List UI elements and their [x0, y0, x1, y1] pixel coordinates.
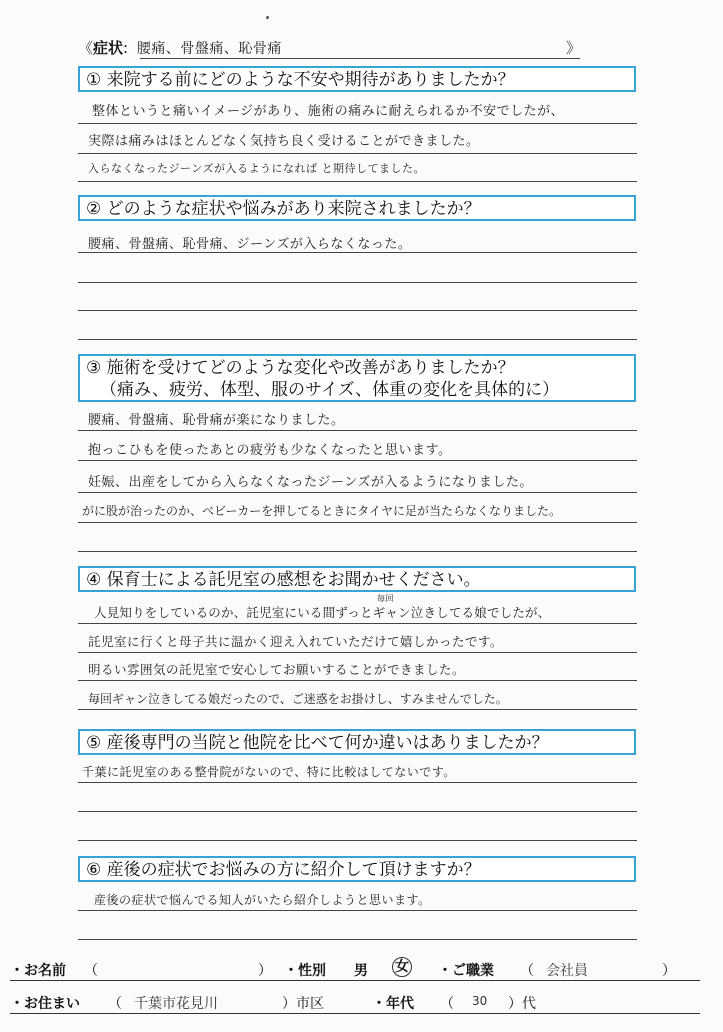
answer-3-line-1: 腰痛、骨盤痛、恥骨痛が楽になりました。 [88, 413, 345, 428]
answer-5-line-1: 千葉に託児室のある整骨院がないので、特に比較はしてないです。 [82, 765, 456, 779]
address-close-suffix: ）市区 [282, 996, 324, 1012]
question-4-text: ④ 保育士による託児室の感想をお聞かせください。 [86, 570, 481, 590]
answer-3-line-3: 妊娠、出産をしてから入らなくなったジーンズが入るようになりました。 [88, 475, 533, 490]
gender-female-circled [392, 957, 412, 977]
answer-rule [78, 811, 637, 812]
answer-rule [78, 939, 637, 940]
name-open-paren: （ [84, 963, 98, 979]
question-2-text: ② どのような症状や悩みがあり来院されましたか？ [86, 199, 481, 219]
question-3-box [78, 354, 636, 402]
question-3-subtext: （痛み、疲労、体型、服のサイズ、体重の変化を具体的に） [100, 380, 560, 400]
answer-rule [78, 840, 637, 841]
symptom-header [78, 37, 282, 58]
answer-6-line-1: 産後の症状で悩んでる知人がいたら紹介しようと思います。 [94, 893, 431, 907]
answer-1-line-2: 実際は痛みはほとんどなく気持ち良く受けることができました。 [88, 134, 480, 149]
footer-rule-2 [10, 1013, 700, 1014]
answer-rule [78, 492, 637, 493]
question-5-box [78, 729, 636, 755]
answer-rule [78, 522, 637, 523]
answer-3-line-2: 抱っこひもを使ったあとの疲労も少なくなったと思います。 [88, 443, 452, 458]
job-value: 会社員 [546, 963, 588, 979]
answer-rule [78, 310, 637, 311]
answer-rule [78, 551, 637, 552]
age-close-suffix: ）代 [508, 996, 536, 1012]
header-close-bracket: 》 [566, 39, 582, 57]
answer-rule [78, 252, 637, 253]
question-3-text: ③ 施術を受けてどのような変化や改善がありましたか？ [86, 358, 515, 378]
age-value: 30 [472, 994, 488, 1008]
job-open-paren: （ [520, 963, 534, 979]
scan-dot [266, 16, 269, 19]
answer-1-line-1: 整体というと痛いイメージがあり、施術の痛みに耐えられるか不安でしたが、 [92, 104, 565, 119]
question-2-box [78, 195, 636, 221]
answer-3-line-4: がに股が治ったのか、ベビーカーを押してるときにタイヤに足が当たらなくなりました。 [82, 504, 562, 518]
answer-rule [78, 181, 637, 182]
answer-rule [78, 123, 637, 124]
answer-4-line-4: 毎回ギャン泣きしてる娘だったので、ご迷惑をお掛けし、すみませんでした。 [88, 692, 508, 706]
answer-rule [78, 680, 637, 681]
answer-rule [78, 430, 637, 431]
address-label: ・お住まい [10, 996, 80, 1012]
question-6-text: ⑥ 産後の症状でお悩みの方に紹介して頂けますか？ [86, 860, 481, 880]
answer-rule [78, 153, 637, 154]
header-symptom-value: 腰痛、骨盤痛、恥骨痛 [136, 41, 282, 57]
answer-rule [78, 623, 637, 624]
answer-4-line-3: 明るい雰囲気の託児室で安心してお願いすることができました。 [88, 662, 466, 677]
answer-4-insert-note: 毎回 [377, 594, 394, 603]
footer-rule-1 [10, 980, 700, 981]
answer-4-line-2: 託児室に行くと母子共に温かく迎え入れていただけて嬉しかったです。 [88, 634, 504, 649]
question-1-box [78, 66, 636, 92]
header-label: 症状 [93, 39, 124, 57]
question-1-text: ① 来院する前にどのような不安や期待がありましたか？ [86, 70, 515, 90]
age-label: ・年代 [372, 996, 414, 1012]
question-4-box [78, 566, 636, 592]
answer-rule [78, 709, 637, 710]
header-colon: : [123, 39, 129, 57]
answer-rule [78, 339, 637, 340]
name-label: ・お名前 [10, 963, 66, 979]
address-open-paren: （ [108, 996, 122, 1012]
answer-rule [78, 782, 637, 783]
answer-1-line-3: 入らなくなったジーンズが入るようになれば と期待してました。 [88, 162, 425, 175]
job-close-paren: ） [662, 963, 676, 979]
answer-rule [78, 652, 637, 653]
header-underline [140, 58, 580, 59]
name-close-paren: ） [258, 963, 272, 979]
answer-4-line-1: 人見知りをしているのか、託児室にいる間ずっとギャン泣きしてる娘でしたが、 [94, 605, 551, 620]
answer-2-line-1: 腰痛、骨盤痛、恥骨痛、ジーンズが入らなくなった。 [88, 237, 412, 252]
gender-female: 女 [392, 957, 412, 977]
answer-rule [78, 910, 637, 911]
question-5-text: ⑤ 産後専門の当院と他院を比べて何か違いはありましたか？ [86, 733, 549, 753]
gender-label: ・性別 [284, 963, 326, 979]
answer-rule [78, 460, 637, 461]
question-6-box [78, 856, 636, 882]
answer-rule [78, 282, 637, 283]
address-value: 千葉市花見川 [134, 996, 218, 1012]
header-open-bracket: 《 [78, 39, 94, 57]
gender-male: 男 [354, 963, 368, 979]
age-open-paren: （ [440, 996, 454, 1012]
job-label: ・ご職業 [438, 963, 494, 979]
